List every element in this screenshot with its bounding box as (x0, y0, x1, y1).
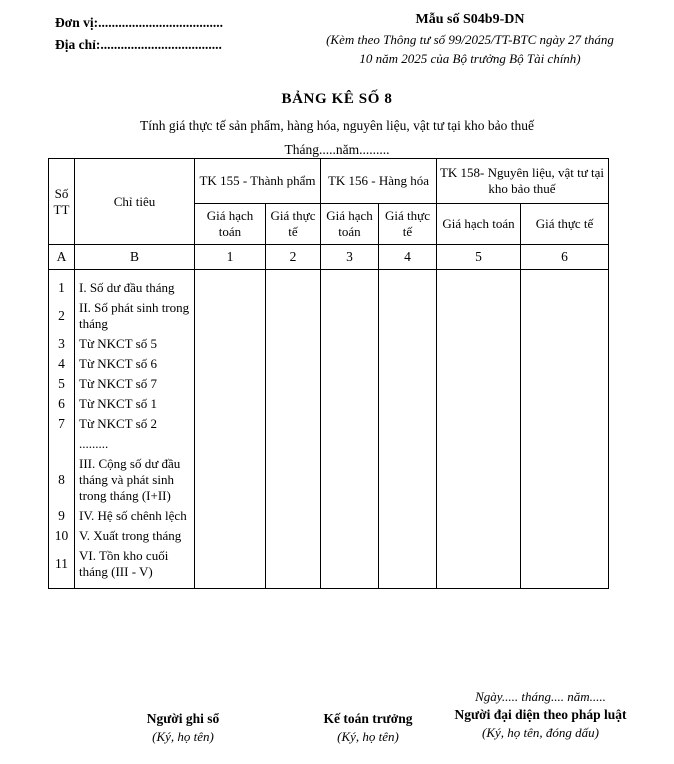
column-number-row (49, 245, 609, 270)
table-body (49, 270, 609, 589)
header-tk156: TK 156 - Hàng hóa (321, 159, 437, 204)
row-value-c4[interactable] (379, 298, 437, 334)
row-value-c4[interactable] (379, 526, 437, 546)
row-value-c6[interactable] (521, 506, 609, 526)
colnum-6: 6 (521, 245, 609, 270)
header-tk158-thuc-te: Giá thực tế (521, 204, 609, 245)
signature-legal-rep-note: (Ký, họ tên, đóng dấu) (482, 725, 599, 740)
row-value-c4[interactable] (379, 434, 437, 454)
header-tk155-thuc-te: Giá thực tế (266, 204, 321, 245)
row-value-c1[interactable] (195, 546, 266, 582)
row-value-c4[interactable] (379, 546, 437, 582)
row-indicator: V. Xuất trong tháng (75, 526, 195, 546)
row-value-c3[interactable] (321, 414, 379, 434)
row-stt: 11 (49, 546, 75, 582)
table-spacer-cell (437, 270, 521, 279)
header-tk156-hach-toan: Giá hạch toán (321, 204, 379, 245)
row-indicator: ......... (75, 434, 195, 454)
header-tk156-thuc-te: Giá thực tế (379, 204, 437, 245)
document-title-block (0, 88, 674, 160)
table-row (49, 374, 609, 394)
row-value-c1[interactable] (195, 354, 266, 374)
row-value-c6[interactable] (521, 374, 609, 394)
row-value-c2[interactable] (266, 454, 321, 506)
table-closing-row (49, 582, 609, 589)
row-value-c1[interactable] (195, 394, 266, 414)
row-value-c3[interactable] (321, 506, 379, 526)
row-value-c3[interactable] (321, 298, 379, 334)
header-tk158 (437, 159, 609, 204)
signature-recorder (88, 710, 278, 746)
signature-chief-accountant-role: Kế toán trưởng (323, 711, 413, 726)
row-value-c3[interactable] (321, 334, 379, 354)
row-stt: 9 (49, 506, 75, 526)
table-spacer-row (49, 270, 609, 279)
row-value-c2[interactable] (266, 414, 321, 434)
signature-legal-rep-role: Người đại diện theo pháp luật (454, 707, 627, 722)
row-value-c5[interactable] (437, 454, 521, 506)
row-value-c2[interactable] (266, 334, 321, 354)
table-spacer-cell (195, 270, 266, 279)
table-spacer-cell (521, 270, 609, 279)
row-value-c4[interactable] (379, 394, 437, 414)
row-value-c6[interactable] (521, 334, 609, 354)
row-value-c3[interactable] (321, 354, 379, 374)
row-value-c4[interactable] (379, 454, 437, 506)
table-row (49, 394, 609, 414)
row-value-c4[interactable] (379, 374, 437, 394)
table-row (49, 278, 609, 298)
row-value-c5[interactable] (437, 298, 521, 334)
row-indicator: Từ NKCT số 1 (75, 394, 195, 414)
row-stt: 3 (49, 334, 75, 354)
row-stt: 10 (49, 526, 75, 546)
table-closing-cell (266, 582, 321, 589)
table-spacer-cell (379, 270, 437, 279)
row-value-c3[interactable] (321, 454, 379, 506)
row-stt: 8 (49, 454, 75, 506)
table-head (49, 159, 609, 270)
row-value-c5[interactable] (437, 334, 521, 354)
row-value-c2[interactable] (266, 278, 321, 298)
table-spacer-cell (266, 270, 321, 279)
row-value-c4[interactable] (379, 414, 437, 434)
organization-address-field: Địa chỉ:.................................... (55, 37, 222, 52)
organization-fields (55, 12, 305, 56)
table-row (49, 506, 609, 526)
row-value-c1[interactable] (195, 526, 266, 546)
form-circular-line-2: 10 năm 2025 của Bộ trưởng Bộ Tài chính) (359, 51, 581, 66)
row-value-c5[interactable] (437, 394, 521, 414)
row-value-c1[interactable] (195, 334, 266, 354)
table-spacer-cell (75, 270, 195, 279)
table-spacer-cell (49, 270, 75, 279)
row-value-c6[interactable] (521, 434, 609, 454)
row-value-c1[interactable] (195, 434, 266, 454)
colnum-3: 3 (321, 245, 379, 270)
row-value-c2[interactable] (266, 526, 321, 546)
reporting-period: Tháng.....năm......... (284, 142, 390, 157)
signature-legal-representative (433, 688, 648, 742)
table-closing-cell (321, 582, 379, 589)
form-circular-line-1: (Kèm theo Thông tư số 99/2025/TT-BTC ngày 27 tháng (326, 32, 614, 47)
table-closing-cell (75, 582, 195, 589)
row-value-c1[interactable] (195, 298, 266, 334)
table-row (49, 454, 609, 506)
header-stt: Số TT (49, 159, 75, 245)
row-value-c5[interactable] (437, 374, 521, 394)
table-closing-cell (195, 582, 266, 589)
row-value-c5[interactable] (437, 506, 521, 526)
form-code: Mẫu số S04b9-DN (415, 12, 525, 27)
row-stt: 2 (49, 298, 75, 334)
row-value-c6[interactable] (521, 526, 609, 546)
row-value-c3[interactable] (321, 434, 379, 454)
row-stt: 7 (49, 414, 75, 434)
colnum-5: 5 (437, 245, 521, 270)
row-indicator: I. Số dư đầu tháng (75, 278, 195, 298)
table-row (49, 546, 609, 582)
row-value-c1[interactable] (195, 374, 266, 394)
row-value-c2[interactable] (266, 374, 321, 394)
row-value-c3[interactable] (321, 526, 379, 546)
row-indicator: VI. Tồn kho cuối tháng (III - V) (75, 546, 195, 582)
page-title: BẢNG KÊ SỐ 8 (281, 91, 393, 107)
page-subtitle: Tính giá thực tế sản phẩm, hàng hóa, nguyên liệu, vật tư tại kho bảo thuế (139, 118, 535, 133)
form-reference (270, 10, 670, 68)
table-row (49, 434, 609, 454)
table-row (49, 298, 609, 334)
row-value-c5[interactable] (437, 526, 521, 546)
row-value-c5[interactable] (437, 414, 521, 434)
row-value-c2[interactable] (266, 298, 321, 334)
row-value-c6[interactable] (521, 454, 609, 506)
colnum-1: 1 (195, 245, 266, 270)
signature-date-line: Ngày..... tháng.... năm..... (475, 689, 606, 704)
bang-ke-so-8-table (48, 158, 609, 589)
row-value-c6[interactable] (521, 354, 609, 374)
row-value-c6[interactable] (521, 546, 609, 582)
row-value-c1[interactable] (195, 414, 266, 434)
row-indicator: Từ NKCT số 6 (75, 354, 195, 374)
colnum-a: A (49, 245, 75, 270)
row-value-c6[interactable] (521, 298, 609, 334)
row-value-c6[interactable] (521, 278, 609, 298)
table-spacer-cell (321, 270, 379, 279)
header-indicator: Chỉ tiêu (75, 159, 195, 245)
row-stt: 1 (49, 278, 75, 298)
row-value-c5[interactable] (437, 434, 521, 454)
header-tk158-text: TK 158- Nguyên liệu, vật tư tại kho bảo thuế (439, 165, 605, 196)
row-stt: 5 (49, 374, 75, 394)
colnum-b: B (75, 245, 195, 270)
row-indicator: IV. Hệ số chênh lệch (75, 506, 195, 526)
row-value-c2[interactable] (266, 506, 321, 526)
table-row (49, 526, 609, 546)
row-value-c2[interactable] (266, 434, 321, 454)
table-closing-cell (379, 582, 437, 589)
row-value-c5[interactable] (437, 278, 521, 298)
row-stt (49, 434, 75, 454)
table-row (49, 354, 609, 374)
header-tk155-hach-toan: Giá hạch toán (195, 204, 266, 245)
row-value-c1[interactable] (195, 278, 266, 298)
table-closing-cell (49, 582, 75, 589)
document-header-meta (0, 10, 674, 72)
table-closing-cell (521, 582, 609, 589)
row-indicator: Từ NKCT số 7 (75, 374, 195, 394)
organization-name-field: Đơn vị:..................................... (55, 15, 223, 30)
signature-chief-accountant (278, 710, 458, 746)
row-value-c6[interactable] (521, 414, 609, 434)
row-value-c2[interactable] (266, 546, 321, 582)
signature-chief-accountant-note: (Ký, họ tên) (337, 729, 399, 744)
row-value-c2[interactable] (266, 394, 321, 414)
row-indicator: Từ NKCT số 5 (75, 334, 195, 354)
row-value-c6[interactable] (521, 394, 609, 414)
row-value-c5[interactable] (437, 546, 521, 582)
header-tk155: TK 155 - Thành phẩm (195, 159, 321, 204)
row-value-c3[interactable] (321, 546, 379, 582)
row-value-c3[interactable] (321, 278, 379, 298)
row-value-c5[interactable] (437, 354, 521, 374)
row-indicator: Từ NKCT số 2 (75, 414, 195, 434)
row-value-c4[interactable] (379, 506, 437, 526)
colnum-4: 4 (379, 245, 437, 270)
colnum-2: 2 (266, 245, 321, 270)
row-stt: 6 (49, 394, 75, 414)
header-group-row (49, 159, 609, 204)
row-value-c2[interactable] (266, 354, 321, 374)
header-tk158-hach-toan: Giá hạch toán (437, 204, 521, 245)
row-value-c4[interactable] (379, 334, 437, 354)
row-value-c1[interactable] (195, 506, 266, 526)
row-value-c4[interactable] (379, 354, 437, 374)
row-indicator: II. Số phát sinh trong tháng (75, 298, 195, 334)
table-row (49, 414, 609, 434)
signature-recorder-role: Người ghi sổ (146, 711, 220, 726)
row-value-c3[interactable] (321, 394, 379, 414)
row-value-c1[interactable] (195, 454, 266, 506)
row-value-c3[interactable] (321, 374, 379, 394)
row-value-c4[interactable] (379, 278, 437, 298)
row-indicator: III. Cộng số dư đầu tháng và phát sinh trong tháng (I+II) (75, 454, 195, 506)
table-row (49, 334, 609, 354)
table-closing-cell (437, 582, 521, 589)
signature-block (48, 688, 662, 764)
signature-recorder-note: (Ký, họ tên) (152, 729, 214, 744)
row-stt: 4 (49, 354, 75, 374)
